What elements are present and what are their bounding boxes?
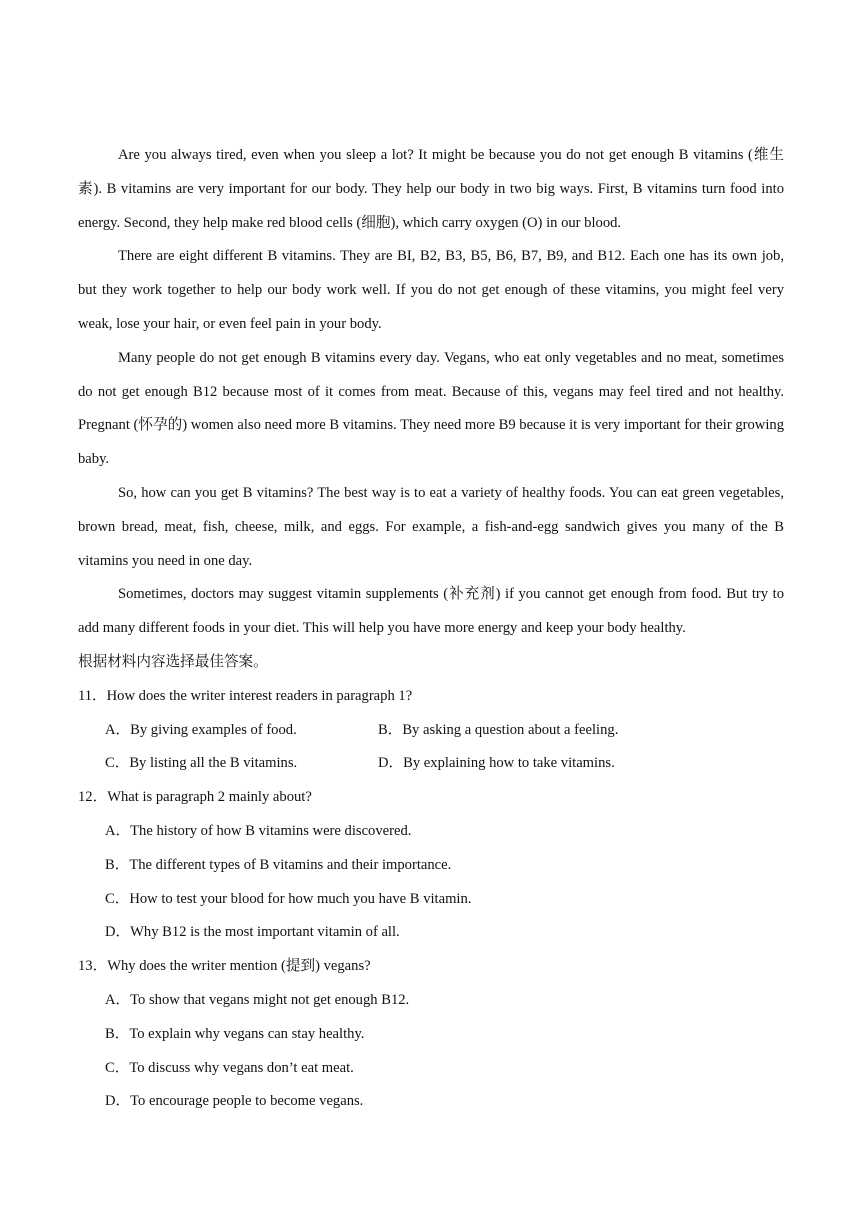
- option-d: D．Why B12 is the most important vitamin of all.: [105, 924, 400, 941]
- passage-paragraph-4: So, how can you get B vitamins? The best way is to eat a variety of healthy foods. You can eat green vegetables, brown bread, meat, fish, cheese, milk, and eggs. For example, a fish-and-egg sandwich gives you many of the B vitamins you need in one day.: [78, 484, 784, 569]
- passage-paragraph-5: Sometimes, doctors may suggest vitamin supplements (补充剂) if you cannot get enough from food. But try to add many different foods in your diet. This will help you have more energy and keep your body healthy.: [78, 586, 784, 637]
- question-stem: 12．What is paragraph 2 mainly about?: [78, 789, 312, 806]
- question-13: [78, 950, 784, 1119]
- question-stem: 11．How does the writer interest readers in paragraph 1?: [78, 687, 413, 704]
- option-a: A．The history of how B vitamins were discovered.: [105, 822, 412, 839]
- reading-passage: [78, 139, 784, 646]
- option-c: C．By listing all the B vitamins.: [105, 755, 298, 772]
- passage-paragraph-3: Many people do not get enough B vitamins every day. Vegans, who eat only vegetables and no meat, sometimes do not get enough B12 because most of it comes from meat. Because of this, vegans may feel tired and not healthy. Pregnant (怀孕的) women also need more B vitamins. They need more B9 because it is very important for their growing baby.: [78, 349, 784, 468]
- option-a: A．To show that vegans might not get enough B12.: [105, 991, 410, 1008]
- option-row: [78, 747, 784, 781]
- document-page: [78, 139, 784, 1119]
- question-stem: 13．Why does the writer mention (提到) vegans?: [78, 958, 371, 975]
- passage-paragraph-1: Are you always tired, even when you sleep a lot? It might be because you do not get enough B vitamins (维生素). B vitamins are very important for our body. They help our body in two big ways. First, B vitamins turn food into energy. Second, they help make red blood cells (细胞), which carry oxygen (O) in our blood.: [78, 147, 784, 231]
- question-11: [78, 680, 784, 781]
- option-c: C．To discuss why vegans don’t eat meat.: [105, 1059, 354, 1076]
- option-c: C．How to test your blood for how much you have B vitamin.: [105, 890, 472, 907]
- option-b: B．To explain why vegans can stay healthy.: [105, 1025, 365, 1042]
- question-12: [78, 781, 784, 950]
- question-instruction: 根据材料内容选择最佳答案。: [78, 653, 268, 670]
- option-b: B．The different types of B vitamins and their importance.: [105, 856, 452, 873]
- option-d: D．To encourage people to become vegans.: [105, 1093, 364, 1110]
- option-b: B．By asking a question about a feeling.: [378, 721, 619, 738]
- option-d: D．By explaining how to take vitamins.: [378, 755, 615, 772]
- option-row: [78, 714, 784, 748]
- passage-paragraph-2: There are eight different B vitamins. They are BI, B2, B3, B5, B6, B7, B9, and B12. Each one has its own job, but they work together to help our body work well. If you do not get enough of these vitamins, you might feel very weak, lose your hair, or even feel pain in your body.: [78, 248, 784, 332]
- option-a: A．By giving examples of food.: [105, 721, 297, 738]
